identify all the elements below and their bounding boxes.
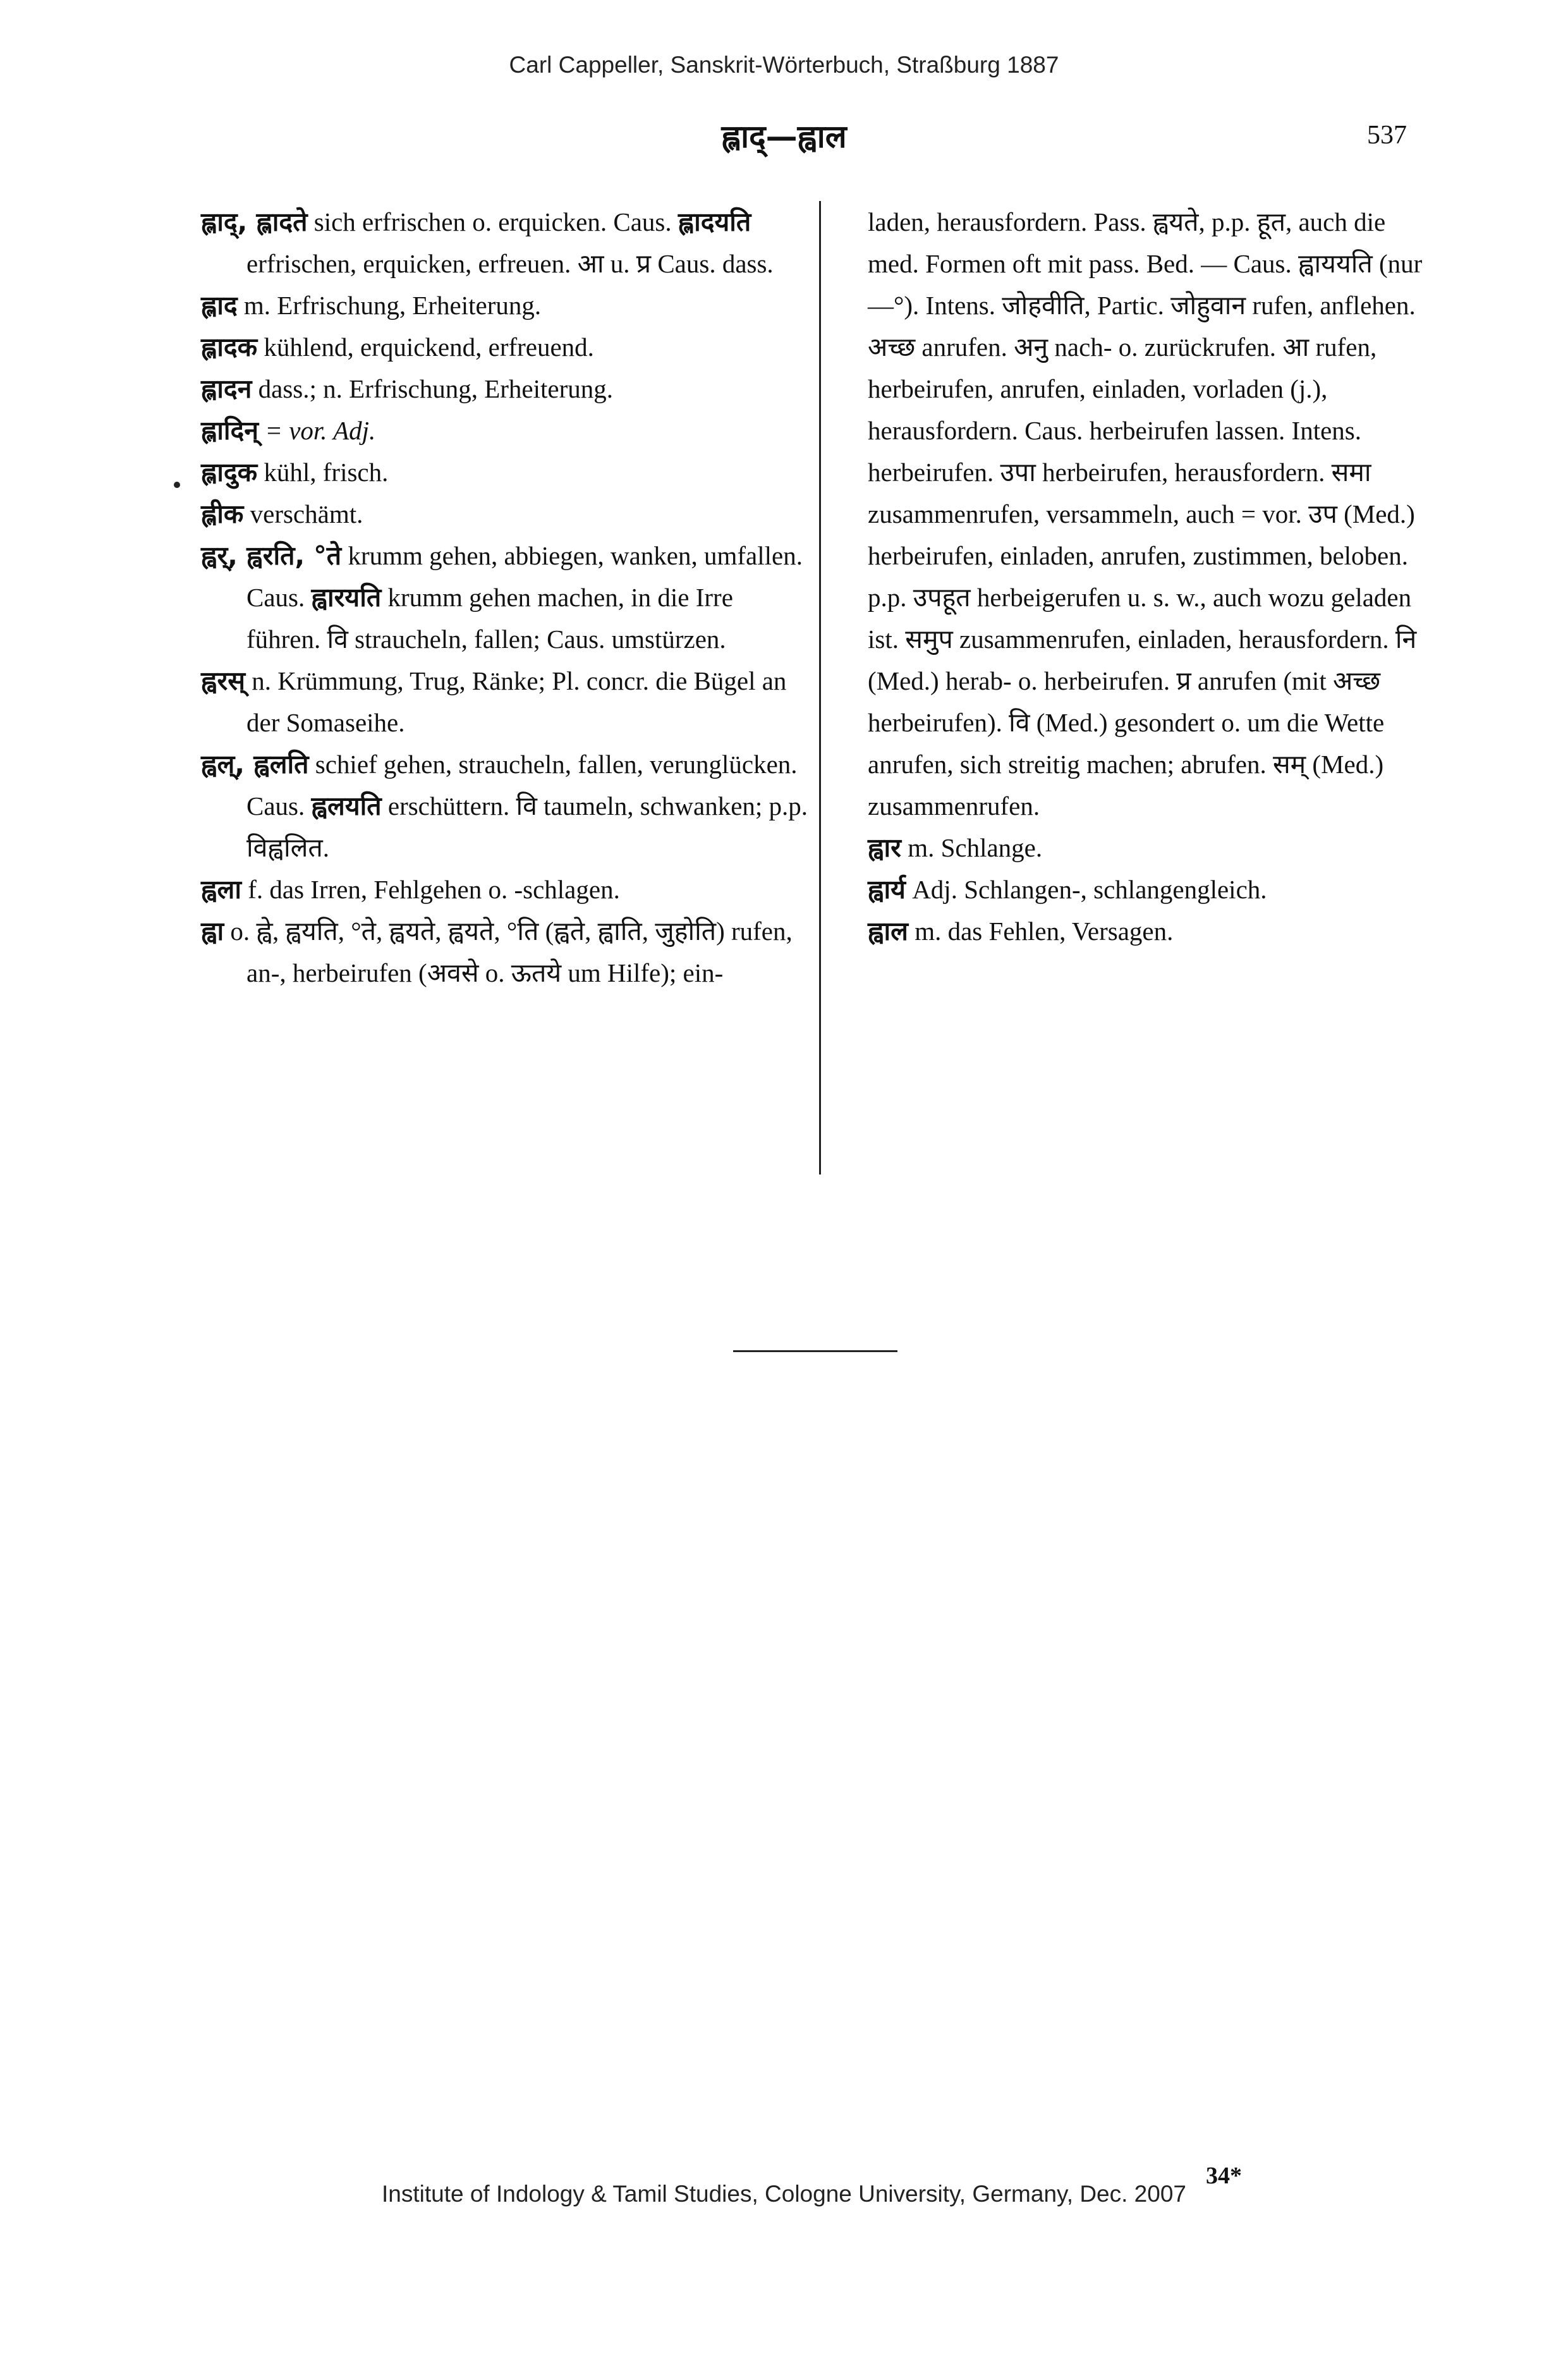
dictionary-entry: [868, 910, 1427, 952]
entry-text: kühl, frisch.: [257, 458, 389, 487]
entry-headword: ह्लीक: [201, 499, 244, 529]
entry-text: schief gehen, straucheln, fallen, verunglücken. Caus.: [246, 750, 798, 821]
entry-text: sich erfrischen o. erquicken. Caus.: [307, 207, 678, 236]
entry-text: krumm gehen, abbiegen, wanken, umfallen. Caus.: [246, 541, 803, 612]
entry-text: m. das Fehlen, Versagen.: [908, 917, 1174, 946]
dictionary-entry: [201, 910, 809, 994]
entry-text: f. das Irren, Fehlgehen o. -schlagen.: [241, 875, 620, 904]
sheet-mark: 34*: [1206, 2163, 1242, 2189]
entry-text: n. Krümmung, Trug, Ränke; Pl. concr. die Bügel an der Somaseihe.: [245, 666, 787, 737]
footer: Institute of Indology & Tamil Studies, Cologne University, Germany, Dec. 2007: [381, 2181, 1186, 2207]
entry-text: m. Schlange.: [901, 833, 1043, 862]
entry-headword: ह्वल्, ह्वलति: [201, 749, 309, 779]
dictionary-entry: [868, 869, 1427, 910]
entry-continuation: laden, herausfordern. Pass. ह्वयते, p.p. हूत, auch die med. Formen oft mit pass. Bed. — Caus. ह्वाययति (nur —°). Intens. जोहवीति, Partic. जोहुवान rufen, anflehen. अच्छ anrufen. अनु nach- o. zurückrufen. आ rufen, herbeirufen, anrufen, einladen, vorladen (j.), herausfordern. Caus. herbeirufen lassen. Intens. herbeirufen. उपा herbeirufen, herausfordern. समा zusammenrufen, versammeln, auch = vor. उप (Med.) herbeirufen, einladen, anrufen, zustimmen, beloben. p.p. उपहूत herbeigerufen u. s. w., auch wozu geladen ist. समुप zusammenrufen, einladen, herausfordern. नि (Med.) herab- o. herbeirufen. प्र anrufen (mit अच्छ herbeirufen). वि (Med.) gesondert o. um die Wette anrufen, sich streitig machen; abrufen. सम् (Med.) zusammenrufen.: [868, 207, 1423, 821]
entry-headword: ह्वाल: [868, 916, 908, 946]
dictionary-entry: [201, 368, 809, 410]
entry-headword: ह्लादुक: [201, 457, 258, 487]
entry-text: dass.; n. Erfrischung, Erheiterung.: [252, 374, 613, 403]
dictionary-entry: [201, 660, 809, 743]
entry-headword: ह्लादिन्: [201, 415, 259, 446]
entry-headword: ह्वार्य: [868, 874, 906, 905]
entry-headword: ह्वलयति: [311, 791, 382, 821]
entry-headword: ह्लादन: [201, 374, 252, 404]
dictionary-entry: [201, 284, 809, 326]
entry-text: m. Erfrischung, Erheiterung.: [237, 291, 542, 320]
entry-text: erschüttern. वि taumeln, schwanken; p.p. विह्वलित.: [246, 791, 808, 862]
entry-text: krumm gehen machen, in die Irre führen. वि straucheln, fallen; Caus. umstürzen.: [246, 583, 733, 654]
entry-headword: ह्वारयति: [311, 582, 382, 613]
entry-headword: ह्वा: [201, 916, 224, 946]
dictionary-entry: [201, 201, 809, 284]
entry-text: erfrischen, erquicken, erfreuen. आ u. प्र Caus. dass.: [246, 249, 774, 278]
entry-headword: ह्लाद्, ह्लादते: [201, 207, 308, 237]
entry-text: = vor. Adj.: [258, 416, 376, 445]
entry-headword: ह्वार: [868, 833, 901, 863]
entry-headword: ह्लादयति: [678, 207, 751, 237]
dictionary-entry: [201, 326, 809, 368]
entry-headword: ह्वरस्: [201, 666, 246, 696]
entry-headword: ह्लादक: [201, 332, 258, 362]
dictionary-entry: [868, 827, 1427, 869]
margin-dot: [174, 482, 180, 488]
dictionary-entry: [201, 743, 809, 869]
entry-headword: ह्लाद: [201, 290, 238, 320]
page-number: 537: [1367, 121, 1407, 150]
entry-text: verschämt.: [243, 499, 363, 528]
left-column: [201, 201, 809, 994]
headword-range: ह्लाद्—ह्वाल: [721, 118, 847, 155]
right-column: [868, 201, 1427, 952]
entry-headword: ह्वर्, ह्वरति, °ते: [201, 540, 342, 571]
column-divider: [819, 201, 821, 1174]
dictionary-entry: [201, 410, 809, 451]
entry-text: o. ह्वे, ह्वयति, °ते, ह्वयते, ह्वयते, °ति (ह्वते, ह्वाति, जुहोति) rufen, an-, herbeirufen (अवसे o. ऊतये um Hilfe); ein-: [224, 917, 793, 987]
dictionary-entry: [201, 535, 809, 660]
entry-headword: ह्वला: [201, 874, 241, 905]
source-header: Carl Cappeller, Sanskrit-Wörterbuch, Straßburg 1887: [509, 52, 1059, 78]
dictionary-entry: [201, 493, 809, 535]
entry-text: Adj. Schlangen-, schlangengleich.: [905, 875, 1267, 904]
end-rule: [733, 1350, 897, 1352]
dictionary-entry: [201, 451, 809, 493]
entry-text: kühlend, erquickend, erfreuend.: [257, 332, 594, 362]
dictionary-entry: [201, 869, 809, 910]
